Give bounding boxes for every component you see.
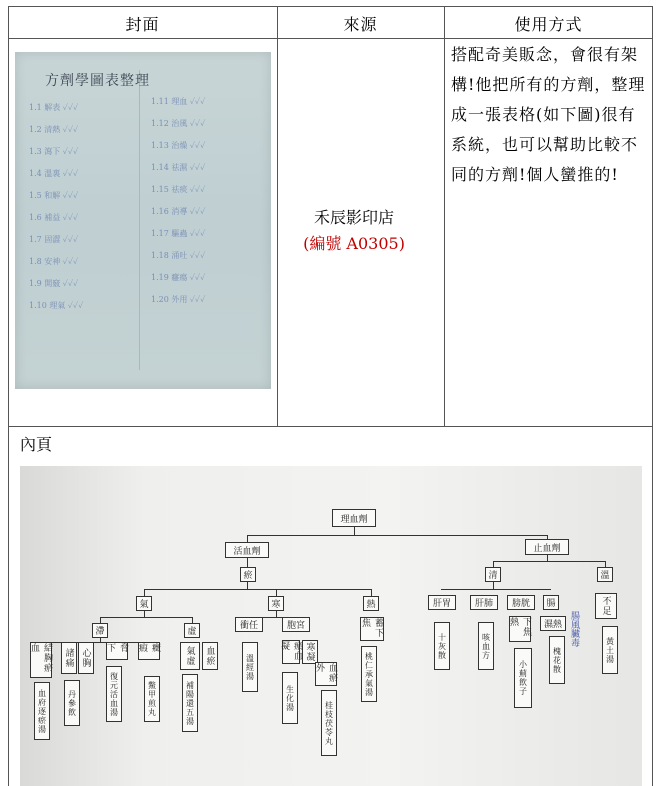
diagram-ganfei: 肝肺: [470, 595, 498, 610]
diagram-xu: 虛: [184, 623, 200, 638]
diagram-root: 理血劑: [332, 509, 376, 527]
diagram-leaf: 黃土湯: [602, 626, 618, 674]
diagram-leaf: 十灰散: [434, 622, 450, 670]
diagram-leaf: 生化湯: [282, 672, 298, 724]
diagram-l5-1: 結胸瘀血: [30, 642, 52, 678]
header-source: 來源: [343, 14, 378, 34]
diagram-chongren: 衝任: [235, 617, 263, 632]
diagram-l5-2: 諸痛: [61, 642, 77, 674]
inner-page-photo: [20, 466, 642, 786]
diagram-re: 熱: [363, 596, 379, 611]
cover-note: 1.4 溫裏 ✓✓✓: [29, 169, 79, 178]
diagram-xiajiao: 蓄下焦: [360, 617, 384, 641]
diagram-wen: 溫: [597, 567, 613, 582]
diagram-leaf: 溫經湯: [242, 642, 258, 692]
diagram-qi: 氣: [136, 596, 152, 611]
diagram-l5-5: 癥瘕: [138, 642, 160, 660]
diagram-buzu: 不足: [595, 593, 617, 619]
diagram-qing: 清: [485, 567, 501, 582]
cover-title: 方劑學圖表整理: [45, 73, 150, 89]
diagram-shire: 濕熱: [540, 616, 566, 631]
header-usage: 使用方式: [514, 14, 583, 34]
diagram-l5b-1: 瘀血凝: [282, 640, 300, 664]
cover-note: 1.8 安神 ✓✓✓: [29, 257, 79, 266]
shop-code: (編號 A0305): [303, 234, 405, 253]
cover-note: 1.13 治燥 ✓✓✓: [151, 141, 206, 150]
diagram-han: 寒: [268, 596, 284, 611]
diagram-l5-6: 氣虛: [180, 642, 200, 670]
source-cell: [263, 205, 445, 257]
diagram-leaf: 復元活血湯: [106, 666, 122, 722]
diagram-leaf: 槐花散: [549, 636, 565, 684]
diagram-l5b-3: 寒凝: [302, 640, 318, 664]
diagram-leaf: 桂枝茯苓丸: [321, 690, 337, 756]
cover-note: 1.11 理血 ✓✓✓: [151, 97, 206, 106]
row-separator: [8, 426, 653, 427]
margin-note: 腸風臟毒: [569, 611, 579, 647]
cover-note: 1.12 治風 ✓✓✓: [151, 119, 206, 128]
cover-note: 1.1 解表 ✓✓✓: [29, 103, 79, 112]
diagram-zhi: 滯: [92, 623, 108, 638]
cover-note: 1.10 理氣 ✓✓✓: [29, 301, 84, 310]
cover-note: 1.18 涌吐 ✓✓✓: [151, 251, 206, 260]
diagram-leaf: 鱉甲煎丸: [144, 676, 160, 722]
diagram-leaf: 咳血方: [478, 622, 494, 670]
diagram-chang: 腸: [543, 595, 559, 610]
diagram-leaf: 丹參飲: [64, 680, 80, 726]
code-text: 編號 A0305: [309, 234, 399, 253]
diagram-leaf: 補陽還五湯: [182, 674, 198, 732]
shop-name: 禾辰影印店: [313, 208, 394, 227]
cover-note: 1.20 外用 ✓✓✓: [151, 295, 206, 304]
table-border-left: [8, 6, 9, 786]
diagram-leaf: 桃仁承氣湯: [361, 646, 377, 702]
cover-note: 1.15 祛痰 ✓✓✓: [151, 185, 206, 194]
diagram-leaf: 小薊飲子: [514, 648, 532, 708]
diagram-xiajiaore: 下焦熱: [509, 616, 531, 642]
cover-note: 1.19 癰瘍 ✓✓✓: [151, 273, 206, 282]
cover-note: 1.3 瀉下 ✓✓✓: [29, 147, 79, 156]
diagram-l5-4: 脅下: [106, 642, 128, 660]
page-fold: [139, 70, 140, 370]
cover-note: 1.7 固澀 ✓✓✓: [29, 235, 79, 244]
header-cover: 封面: [125, 14, 160, 34]
usage-text: 搭配奇美販念，會很有架構!他把所有的方劑，整理成一張表格(如下圖)很有系統，也可以幫助比較不同的方劑!個人蠻推的!: [451, 45, 646, 184]
diagram-huoxue: 活血劑: [225, 542, 269, 558]
diagram-yu: 瘀: [240, 567, 256, 582]
diagram-zhixue: 止血劑: [525, 539, 569, 555]
diagram-l5b-2: 血瘀外: [315, 662, 337, 686]
diagram-gangwei: 肝胃: [428, 595, 456, 610]
cover-note: 1.5 和解 ✓✓✓: [29, 191, 79, 200]
inner-label: 內頁: [20, 435, 53, 454]
diagram-l5-3: 心胸: [78, 642, 94, 674]
cover-note: 1.9 開竅 ✓✓✓: [29, 279, 79, 288]
cover-note: 1.2 清熱 ✓✓✓: [29, 125, 79, 134]
diagram-pangguang: 膀胱: [507, 595, 535, 610]
diagram-leaf: 血府逐瘀湯: [34, 682, 50, 740]
cover-note: 1.17 驅蟲 ✓✓✓: [151, 229, 206, 238]
diagram-baogong: 胞宮: [282, 617, 310, 632]
cover-note: 1.6 補益 ✓✓✓: [29, 213, 79, 222]
table-border-right: [652, 6, 653, 786]
cover-photo: [15, 52, 271, 389]
cover-note: 1.14 祛濕 ✓✓✓: [151, 163, 206, 172]
cover-note: 1.16 消導 ✓✓✓: [151, 207, 206, 216]
diagram-l5-7: 血瘀: [202, 642, 218, 670]
